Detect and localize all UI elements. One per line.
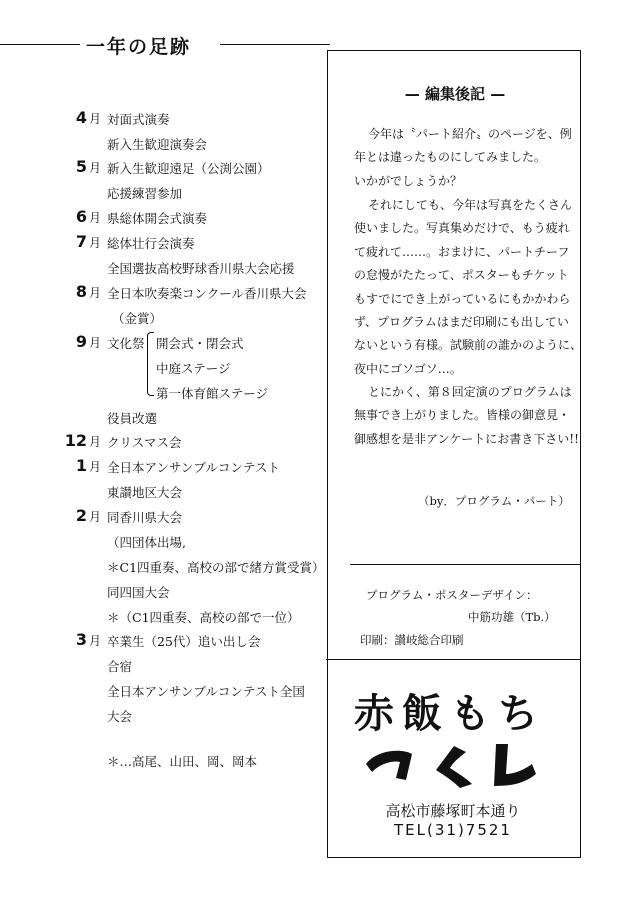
notes-line: それにしても、今年は写真をたくさん <box>368 198 573 212</box>
event-line: 全日本吹奏楽コンクール香川県大会 <box>107 286 307 301</box>
notes-line: 御感想を是非アンケートにお書き下さい!! <box>354 431 579 446</box>
month-number: 6 <box>75 207 87 226</box>
event-subline: 第一体育館ステージ <box>156 386 269 401</box>
event-line: 文化祭 <box>107 336 145 351</box>
month-unit: 月 <box>88 435 101 449</box>
month-number: 9 <box>75 332 87 351</box>
event-line: 同香川県大会 <box>107 510 183 525</box>
event-line: 新入生歓迎演奏会 <box>107 137 208 152</box>
print-credit: 印刷：讃岐総合印刷 <box>360 633 464 647</box>
event-line: 総体壮行会演奏 <box>107 236 195 251</box>
event-line: 全日本アンサンブルコンテスト <box>107 460 280 475</box>
event-subline: 中庭ステージ <box>156 361 231 376</box>
event-subline: 開会式・閉会式 <box>156 336 244 351</box>
month-number: 8 <box>75 282 87 301</box>
month-unit: 月 <box>88 460 101 474</box>
notes-line: て疲れて……。おまけに、パートチーフ <box>354 244 570 259</box>
event-line: （四団体出場, <box>107 535 186 550</box>
event-line: ＊（C1四重奏、高校の部で一位） <box>107 610 300 625</box>
event-line: 新入生歓迎遠足（公渕公園） <box>107 161 270 176</box>
notes-line: ないという有様。試験前の誰かのように、 <box>354 338 583 353</box>
month-unit: 月 <box>88 211 101 225</box>
event-line: 対面式演奏 <box>107 112 170 127</box>
event-line: 同四国大会 <box>107 585 170 600</box>
notes-line: とにかく、第８回定演のプログラムは <box>368 385 572 399</box>
event-line: 役員改選 <box>107 411 158 426</box>
notes-line: 夜中にゴソゴソ…。 <box>354 361 462 376</box>
event-line: ＊C1四重奏、高校の部で緒方賞受賞） <box>107 560 325 575</box>
editor-notes-box <box>327 50 581 858</box>
month-number: 7 <box>75 232 87 251</box>
notes-paragraph <box>354 381 580 451</box>
month-number: 4 <box>75 108 87 127</box>
event-line: 全日本アンサンブルコンテスト全国 <box>107 684 305 699</box>
notes-paragraph <box>354 194 583 381</box>
month-unit: 月 <box>88 236 101 250</box>
page-title: 一年の足跡 <box>86 36 192 58</box>
month-number: 12 <box>64 431 87 450</box>
notes-signature: （by．プログラム・パート） <box>418 494 570 508</box>
month-unit: 月 <box>88 112 101 126</box>
ad-title: 赤飯もち <box>354 691 546 737</box>
event-line: 県総体開会式演奏 <box>107 211 208 226</box>
notes-title: — 編集後記 — <box>404 85 506 103</box>
notes-line: 年とは違ったものにしてみました。 <box>354 150 547 165</box>
shop-logo-icon <box>362 740 542 790</box>
footnote: ＊…高尾、山田、岡、岡本 <box>107 754 258 769</box>
divider <box>350 564 580 565</box>
month-number: 2 <box>75 506 87 525</box>
notes-line: の怠慢がたたって、ポスターもチケット <box>354 268 569 283</box>
history-header <box>0 32 330 56</box>
event-line: 大会 <box>107 709 133 724</box>
month-unit: 月 <box>88 286 101 300</box>
notes-line: 今年は〝パート紹介〟のページを、例 <box>368 127 572 141</box>
ad-address: 高松市藤塚町本通り <box>385 802 521 820</box>
notes-paragraph <box>354 123 580 193</box>
event-line: クリスマス会 <box>107 435 182 450</box>
month-number: 3 <box>75 630 87 649</box>
event-line: 東讃地区大会 <box>107 485 183 500</box>
title-rule-right <box>220 44 330 45</box>
title-rule-left <box>0 44 80 45</box>
notes-line: 無事でき上がりました。皆様の御意見・ <box>354 408 571 423</box>
event-line: 応援練習参加 <box>107 186 183 201</box>
month-unit: 月 <box>88 336 101 350</box>
notes-line: いかがでしょうか？ <box>354 173 463 188</box>
notes-line: 使いました。写真集めだけで、もう疲れ <box>354 221 570 236</box>
event-line: 合宿 <box>107 659 133 674</box>
ad-phone: TEL(31)7521 <box>394 821 512 839</box>
month-number: 5 <box>75 157 87 176</box>
month-number: 1 <box>75 456 87 475</box>
design-credit-label: プログラム・ポスターデザイン： <box>366 588 538 602</box>
event-line: 全国選抜高校野球香川県大会応援 <box>107 261 295 276</box>
advertisement <box>326 659 580 860</box>
design-credit-name: 中筋功雄（Tb.） <box>468 610 556 624</box>
month-unit: 月 <box>88 510 101 524</box>
event-line: 卒業生（25代）追い出し会 <box>107 634 261 649</box>
month-unit: 月 <box>88 161 101 175</box>
month-unit: 月 <box>88 634 101 648</box>
brace-bracket <box>147 332 154 396</box>
notes-line: もすでにでき上がっているにもかかわら <box>354 291 571 306</box>
notes-line: ず、プログラムはまだ印刷にも出してい <box>354 315 569 330</box>
event-line: （金賞） <box>112 311 163 326</box>
